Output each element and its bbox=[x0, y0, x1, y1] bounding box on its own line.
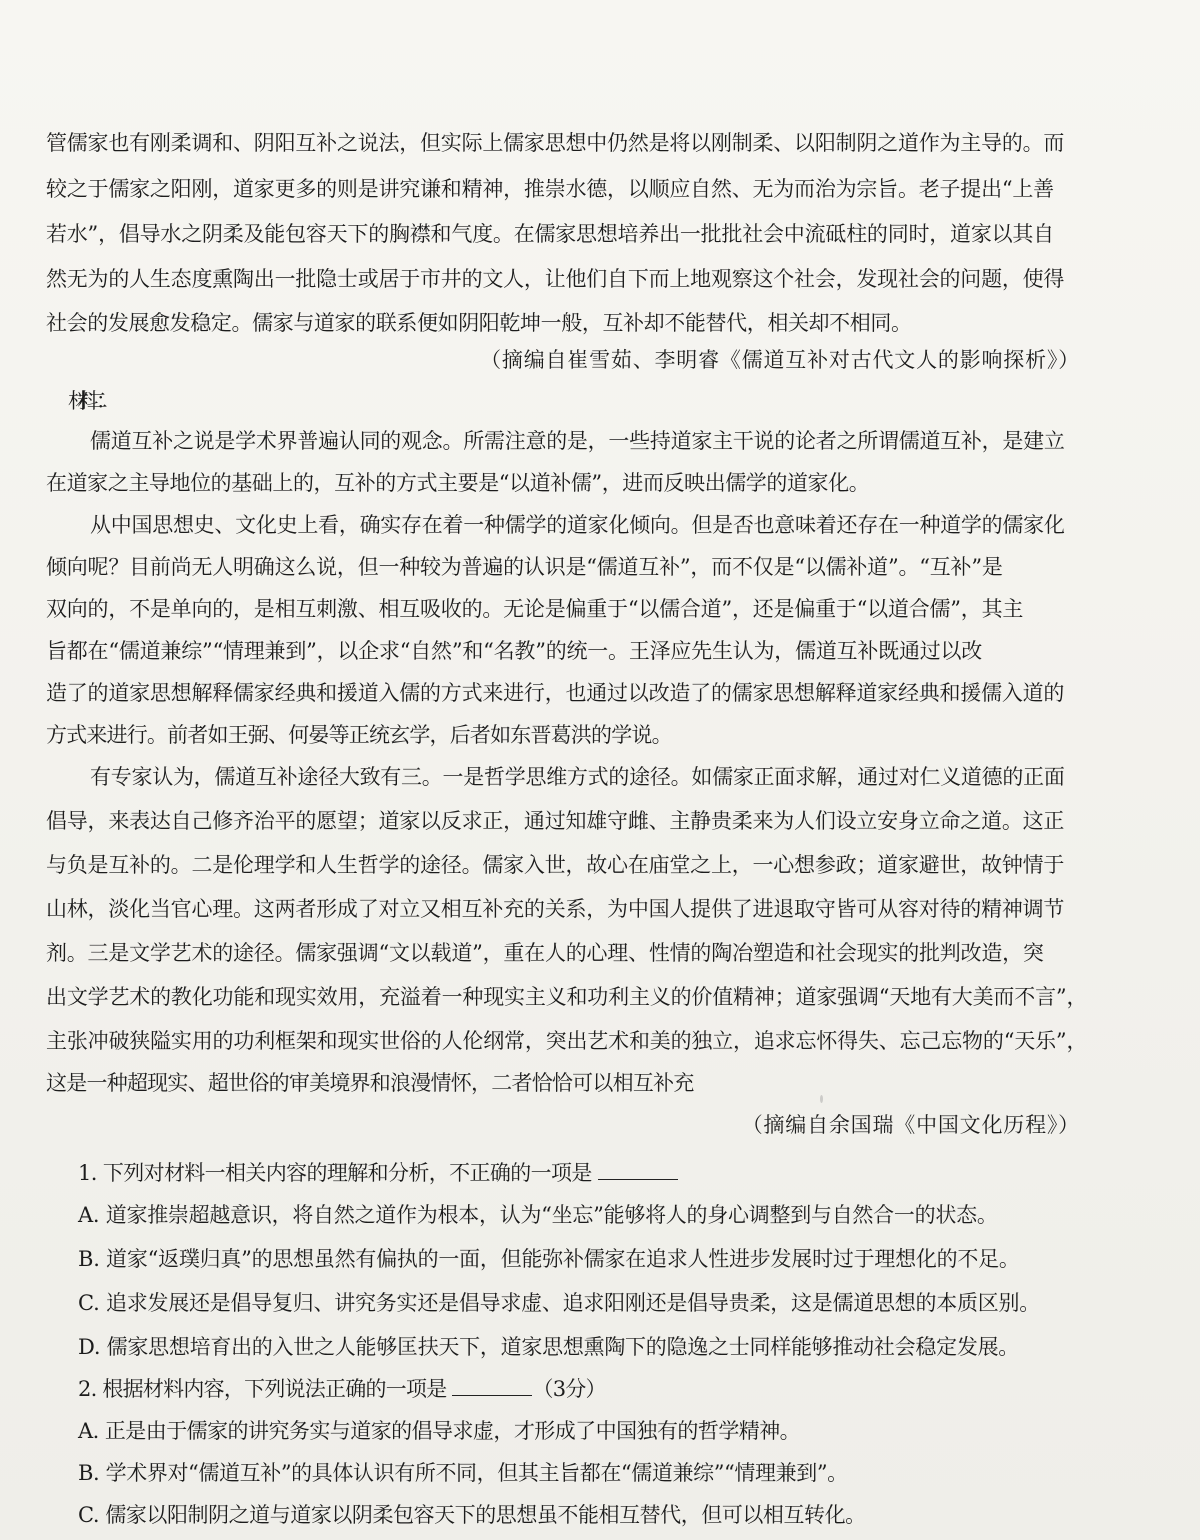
paragraph-line: 双向的，不是单向的，是相互刺激、相互吸收的。无论是偏重于“以儒合道”，还是偏重于“以道合儒”，其主 bbox=[46, 597, 1024, 621]
paragraph-line: 山林，淡化当官心理。这两者形成了对立又相互补充的关系，为中国人提供了进退取守皆可从容对待的精神调节 bbox=[46, 897, 1065, 921]
question-stem bbox=[78, 1374, 1200, 1404]
paragraph-line: 这是一种超现实、超世俗的审美境界和浪漫情怀，二者恰恰可以相互补充 bbox=[46, 1071, 694, 1095]
section-heading: 材料二： bbox=[68, 389, 106, 413]
option-c: C. 儒家以阳制阴之道与道家以阴柔包容天下的思想虽不能相互替代，但可以相互转化。 bbox=[78, 1503, 866, 1527]
paragraph-line: 造了的道家思想解释儒家经典和援道入儒的方式来进行，也通过以改造了的儒家思想解释道家经典和援儒入道的 bbox=[46, 681, 1065, 705]
paragraph-line: 倡导，来表达自己修齐治平的愿望；道家以反求正，通过知雄守雌、主静贵柔来为人们设立安身立命之道。这正 bbox=[46, 809, 1065, 833]
paragraph-line: 倾向呢？目前尚无人明确这么说，但一种较为普遍的认识是“儒道互补”，而不仅是“以儒补道”。“互补”是 bbox=[46, 555, 1003, 579]
answer-blank[interactable] bbox=[452, 1377, 532, 1396]
paragraph-line: 出文学艺术的教化功能和现实效用，充溢着一种现实主义和功利主义的价值精神；道家强调“天地有大美而不言”， bbox=[46, 985, 1088, 1009]
paragraph-line: 较之于儒家之阳刚，道家更多的则是讲究谦和精神，推崇水德，以顺应自然、无为而治为宗旨。老子提出“上善 bbox=[46, 177, 1054, 201]
option-c: C. 追求发展还是倡导复归、讲究务实还是倡导求虚、追求阳刚还是倡导贵柔，这是儒道思想的本质区别。 bbox=[78, 1291, 1041, 1315]
paragraph-line: 管儒家也有刚柔调和、阴阳互补之说法，但实际上儒家思想中仍然是将以刚制柔、以阳制阴之道作为主导的。而 bbox=[46, 131, 1065, 155]
paragraph-line: 剂。三是文学艺术的途径。儒家强调“文以载道”，重在人的心理、性情的陶冶塑造和社会现实的批判改造，突 bbox=[46, 941, 1044, 965]
option-b: B. 学术界对“儒道互补”的具体认识有所不同，但其主旨都在“儒道兼综”“情理兼到”。 bbox=[78, 1461, 848, 1485]
source-citation: （摘编自余国瑞《中国文化历程》） bbox=[741, 1113, 1080, 1137]
option-a: A. 道家推崇超越意识，将自然之道作为根本，认为“坐忘”能够将人的身心调整到与自然合一的状态。 bbox=[78, 1203, 998, 1227]
option-a: A. 正是由于儒家的讲究务实与道家的倡导求虚，才形成了中国独有的哲学精神。 bbox=[78, 1419, 801, 1443]
paragraph-line: 有专家认为，儒道互补途径大致有三。一是哲学思维方式的途径。如儒家正面求解，通过对仁义道德的正面 bbox=[90, 765, 1065, 789]
option-d: D. 儒家思想培育出的入世之人能够匡扶天下，道家思想熏陶下的隐逸之士同样能够推动社会稳定发展。 bbox=[78, 1335, 1020, 1359]
question-2-stem: 2. 根据材料内容，下列说法正确的一项是 bbox=[78, 1377, 447, 1401]
paragraph-line: 旨都在“儒道兼综”“情理兼到”，以企求“自然”和“名教”的统一。王泽应先生认为，儒道互补既通过以改 bbox=[46, 639, 983, 663]
source-citation: （摘编自崔雪茹、李明睿《儒道互补对古代文人的影响探析》） bbox=[480, 348, 1080, 372]
paragraph-line: 然无为的人生态度熏陶出一批隐士或居于市井的文人，让他们自下而上地观察这个社会，发现社会的问题，使得 bbox=[46, 267, 1065, 291]
answer-blank[interactable] bbox=[598, 1161, 678, 1180]
paragraph-line: 在道家之主导地位的基础上的，互补的方式主要是“以道补儒”，进而反映出儒学的道家化。 bbox=[46, 471, 870, 495]
paragraph-line: 主张冲破狭隘实用的功利框架和现实世俗的人伦纲常，突出艺术和美的独立，追求忘怀得失、忘己忘物的“天乐”， bbox=[46, 1029, 1088, 1053]
paragraph-line: 从中国思想史、文化史上看，确实存在着一种儒学的道家化倾向。但是否也意味着还存在一种道学的儒家化 bbox=[90, 513, 1065, 537]
paragraph-line: 若水”，倡导水之阴柔及能包容天下的胸襟和气度。在儒家思想培养出一批批社会中流砥柱的同时，道家以其自 bbox=[46, 222, 1054, 246]
paragraph-line: 方式来进行。前者如王弼、何晏等正统玄学，后者如东晋葛洪的学说。 bbox=[46, 723, 672, 747]
paragraph-line: 儒道互补之说是学术界普遍认同的观念。所需注意的是，一些持道家主干说的论者之所谓儒道互补，是建立 bbox=[90, 429, 1065, 453]
paragraph-line: 与负是互补的。二是伦理学和人生哲学的途径。儒家入世，故心在庙堂之上，一心想参政；道家避世，故钟情于 bbox=[46, 853, 1065, 877]
question-score: （3分） bbox=[532, 1377, 606, 1401]
scan-speck bbox=[820, 1095, 823, 1103]
question-stem bbox=[78, 1158, 1200, 1188]
option-b: B. 道家“返璞归真”的思想虽然有偏执的一面，但能弥补儒家在追求人性进步发展时过于理想化的不足。 bbox=[78, 1247, 1020, 1271]
question-1-stem: 1. 下列对材料一相关内容的理解和分析，不正确的一项是 bbox=[78, 1161, 592, 1185]
paragraph-line: 社会的发展愈发稳定。儒家与道家的联系便如阴阳乾坤一般，互补却不能替代，相关却不相同。 bbox=[46, 311, 912, 335]
